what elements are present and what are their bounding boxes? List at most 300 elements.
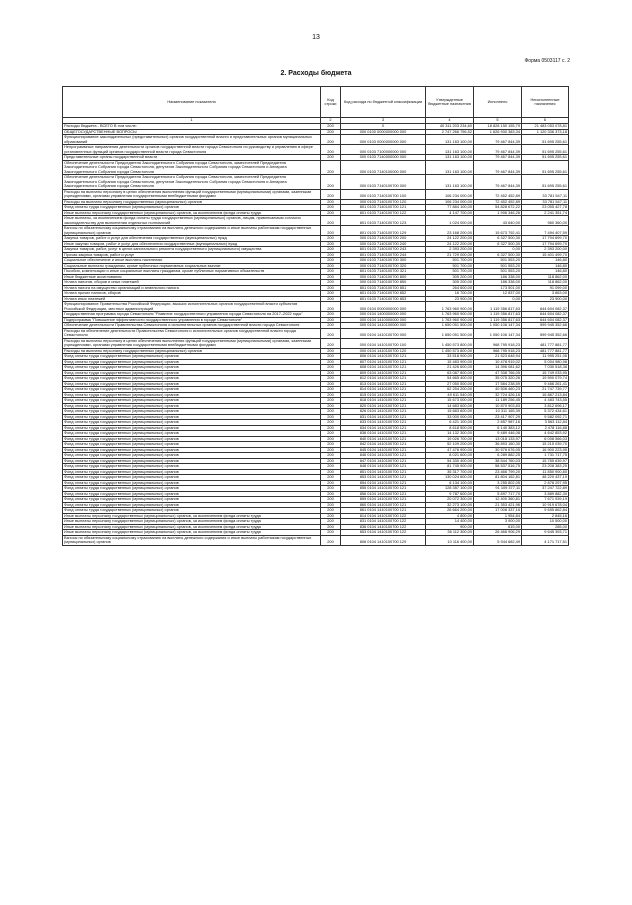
row-approved: 19 026 700,00 [426, 436, 474, 442]
row-line-code: 200 [321, 323, 341, 329]
row-approved: 52 109 200,00 [426, 442, 474, 448]
row-unexecuted: 33 781 547,11 [522, 189, 569, 199]
table-row [63, 328, 569, 338]
row-executed: 3 900,00 [474, 519, 522, 525]
row-executed: 91 109 377,11 [474, 486, 522, 492]
row-name: Фонд оплаты труда государственных (муниципальных) органов [63, 205, 321, 211]
row-name: Фонд оплаты труда государственных (муниципальных) органов [63, 442, 321, 448]
row-approved: 131 163 100,00 [426, 175, 474, 190]
row-unexecuted: 17 794 699,70 [522, 236, 569, 242]
row-line-code: 200 [321, 226, 341, 236]
row-unexecuted: 118 862,00 [522, 280, 569, 286]
row-line-code: 200 [321, 338, 341, 348]
row-unexecuted: 4 171 717,51 [522, 535, 569, 545]
row-executed: 79 467 844,39 [474, 155, 522, 161]
row-executed: 1 119 356 817,63 [474, 312, 522, 318]
row-line-code: 200 [321, 302, 341, 312]
row-approved: 10 116 400,00 [426, 535, 474, 545]
header-classification-code: Код расхода по бюджетной классификации [341, 87, 426, 118]
row-name: Фонд оплаты труда государственных (муниципальных) органов [63, 354, 321, 360]
row-line-code: 200 [321, 241, 341, 247]
row-classification-code: 813 0104 1410100700 121 [341, 381, 426, 387]
row-executed: 79 467 844,39 [474, 145, 522, 155]
row-executed: 30 576 676,05 [474, 447, 522, 453]
row-name: Фонд оплаты труда государственных (муниципальных) органов [63, 392, 321, 398]
row-line-code: 200 [321, 312, 341, 318]
row-classification-code: 000 0104 1410000000 000 [341, 317, 426, 323]
row-unexecuted: 7 494 407,59 [522, 226, 569, 236]
row-approved: 54 665 400,00 [426, 376, 474, 382]
row-classification-code: 000 0103 7140100700 300 [341, 258, 426, 264]
row-name: Закупка товаров, работ, услуг в целях капитального ремонта государственного (муниципального) имущества [63, 247, 321, 253]
row-classification-code: 000 0100 0000000000 000 [341, 129, 426, 135]
row-name: Фонд оплаты труда государственных (муниципальных) органов [63, 497, 321, 503]
row-classification-code: 000 0103 7140100700 240 [341, 241, 426, 247]
row-name: Фонд оплаты труда государственных (муниципальных) органов [63, 458, 321, 464]
row-line-code: 200 [321, 160, 341, 175]
header-name: Наименование показателя [63, 87, 321, 118]
row-approved: 81 745 900,00 [426, 464, 474, 470]
row-approved: 54 330 400,00 [426, 458, 474, 464]
row-executed: 10 478 919,02 [474, 359, 522, 365]
row-name: Расходы на обеспечение деятельности Правительства Севастополя и исполнительных органов государственной власти города Севастополя [63, 328, 321, 338]
row-name: Представительные органы государственной власти [63, 155, 321, 161]
row-classification-code: 845 0104 1410100700 121 [341, 447, 426, 453]
row-unexecuted: 3 863,00 [522, 291, 569, 297]
row-approved: 33 000 000,00 [426, 414, 474, 420]
row-executed: 23 466 799,20 [474, 469, 522, 475]
row-approved: 106 234 000,00 [426, 199, 474, 205]
row-name: Фонд оплаты труда государственных (муниципальных) органов [63, 376, 321, 382]
row-name: Расходы бюджета - ВСЕГО В том числе: [63, 124, 321, 130]
row-line-code: 200 [321, 513, 341, 519]
row-classification-code: 831 0104 1410100700 121 [341, 414, 426, 420]
row-executed: 12 400 360,81 [474, 497, 522, 503]
row-approved: 15 673 000,00 [426, 398, 474, 404]
row-line-code: 200 [321, 252, 341, 258]
row-unexecuted: 146,80 [522, 269, 569, 275]
row-executed: 26 466 906,29 [474, 530, 522, 536]
row-approved: 6 421 100,00 [426, 420, 474, 426]
row-name: Подпрограмма "Повышение эффективности государственного управления в городе Севастополе" [63, 317, 321, 323]
row-line-code: 200 [321, 145, 341, 155]
row-name: Пособия, компенсации и иные социальные выплаты гражданам, кроме публичных нормативных обязательств [63, 269, 321, 275]
header-unexecuted: Неисполненные назначения [522, 87, 569, 118]
row-name: Фонд оплаты труда государственных (муниципальных) органов [63, 453, 321, 459]
row-line-code: 200 [321, 497, 341, 503]
row-approved: 131 163 100,00 [426, 145, 474, 155]
row-line-code: 200 [321, 475, 341, 481]
row-classification-code: 801 0103 7140100700 321 [341, 269, 426, 275]
row-unexecuted: 91 099,00 [522, 285, 569, 291]
row-line-code: 200 [321, 205, 341, 211]
row-unexecuted: 10 500,00 [522, 519, 569, 525]
row-approved: 1 763 960 900,00 [426, 312, 474, 318]
row-executed: 15 673 792,41 [474, 226, 522, 236]
table-body [63, 124, 569, 546]
row-executed: 10 870 903,83 [474, 403, 522, 409]
row-line-code: 200 [321, 354, 341, 360]
row-unexecuted: 16 887 213,84 [522, 392, 569, 398]
row-classification-code: 834 0104 1410100700 121 [341, 425, 426, 431]
row-executed: 40 506 460,23 [474, 387, 522, 393]
row-approved: 14 400,00 [426, 519, 474, 525]
row-unexecuted: 146,80 [522, 263, 569, 269]
row-executed: 23 417 907,29 [474, 414, 522, 420]
row-name: Социальные выплаты гражданам, кроме публичных нормативных социальных выплат [63, 263, 321, 269]
row-classification-code: 000 0104 1410100700 000 [341, 328, 426, 338]
row-line-code: 200 [321, 447, 341, 453]
row-approved: 264 600,00 [426, 285, 474, 291]
row-line-code: 200 [321, 480, 341, 486]
row-unexecuted: 9 645 393,71 [522, 530, 569, 536]
row-unexecuted: 4 642 853,92 [522, 431, 569, 437]
page-number: 13 [312, 34, 320, 41]
row-executed: 47 338 766,05 [474, 370, 522, 376]
row-approved: 23 168 200,00 [426, 226, 474, 236]
row-executed: 38 544 760,03 [474, 458, 522, 464]
row-classification-code: 809 0104 1410100700 121 [341, 370, 426, 376]
row-executed: 79 467 844,39 [474, 175, 522, 190]
table-row [63, 175, 569, 190]
row-approved: 6 134 100,00 [426, 480, 474, 486]
row-line-code: 200 [321, 348, 341, 354]
row-unexecuted: 2 845,16 [522, 513, 569, 519]
row-unexecuted: 19 590 079,74 [522, 376, 569, 382]
row-unexecuted: 644 604 082,37 [522, 312, 569, 318]
row-name: Расходы на выплаты персоналу государственных (муниципальных) органов [63, 348, 321, 354]
row-classification-code: 808 0104 1410100700 121 [341, 365, 426, 371]
row-line-code: 200 [321, 502, 341, 508]
row-approved: 2 747 266 756,52 [426, 129, 474, 135]
row-approved: 23 900,00 [426, 296, 474, 302]
row-unexecuted: 599 945 352,66 [522, 323, 569, 329]
row-classification-code: 814 0104 1410100700 121 [341, 387, 426, 393]
row-executed: 13 018 133,97 [474, 436, 522, 442]
row-line-code: 200 [321, 189, 341, 199]
row-line-code: 200 [321, 469, 341, 475]
row-approved: 128 357 100,00 [426, 486, 474, 492]
row-unexecuted: 9 466 261,41 [522, 381, 569, 387]
row-classification-code: 000 0104 1400000000 000 [341, 312, 426, 318]
row-unexecuted: 51 695 255,61 [522, 175, 569, 190]
row-unexecuted: 980 360,00 [522, 216, 569, 226]
row-classification-code: 860 0104 1410100700 121 [341, 502, 426, 508]
row-executed: 1 954,84 [474, 513, 522, 519]
row-name: Взносы по обязательному социальному страхованию на выплаты денежного содержания и иные выплаты работникам государственных (муниципальных) органов [63, 535, 321, 545]
row-classification-code: 851 0104 1410100700 121 [341, 469, 426, 475]
form-code: Форма 0503117 с. 2 [524, 58, 570, 64]
row-classification-code: 000 0104 1410100700 100 [341, 338, 426, 348]
row-unexecuted: 11 850 900,80 [522, 469, 569, 475]
row-name: Уплата иных платежей [63, 296, 321, 302]
row-line-code: 200 [321, 381, 341, 387]
row-classification-code: X [341, 124, 426, 130]
row-executed: 36 893 160,30 [474, 442, 522, 448]
row-classification-code: 855 0104 1410100700 121 [341, 486, 426, 492]
row-executed: 186 338,00 [474, 274, 522, 280]
row-line-code: 200 [321, 135, 341, 145]
row-name: Фонд оплаты труда государственных (муниципальных) органов [63, 436, 321, 442]
row-classification-code: 806 0104 1410100700 121 [341, 354, 426, 360]
row-line-code: 200 [321, 236, 341, 242]
budget-expenses-table [62, 86, 569, 546]
row-approved: 1 763 960 900,00 [426, 317, 474, 323]
row-approved: 305 200,00 [426, 274, 474, 280]
row-approved: 33 518 900,00 [426, 354, 474, 360]
row-executed: 6 327 500,30 [474, 241, 522, 247]
row-executed: 5 897 717,70 [474, 491, 522, 497]
row-approved: 8 618 500,00 [426, 425, 474, 431]
row-classification-code: 861 0104 1410100700 121 [341, 508, 426, 514]
row-unexecuted: 51 695 255,61 [522, 135, 569, 145]
row-classification-code: 000 0103 7140100700 100 [341, 189, 426, 199]
row-name: Фонд оплаты труда государственных (муниципальных) органов [63, 359, 321, 365]
row-name: Иные бюджетные ассигнования [63, 274, 321, 280]
row-classification-code: 000 0104 1410100000 000 [341, 323, 426, 329]
row-name: Фонд оплаты труда государственных (муниципальных) органов [63, 431, 321, 437]
row-classification-code: 833 0104 1410100700 121 [341, 420, 426, 426]
row-name: Фонд оплаты труда государственных (муниципальных) органов [63, 387, 321, 393]
row-approved: 49 611 540,00 [426, 392, 474, 398]
row-executed: 35 075 320,26 [474, 376, 522, 382]
row-name: Иные выплаты персоналу государственных (муниципальных) органов, за исключением фонда оплаты труда [63, 513, 321, 519]
row-classification-code: 000 0103 0000000000 000 [341, 135, 426, 145]
row-classification-code: 801 0103 7140100700 851 [341, 285, 426, 291]
table-row [63, 302, 569, 312]
row-line-code: 200 [321, 387, 341, 393]
row-approved: 2 393 200,00 [426, 247, 474, 253]
row-line-code: 200 [321, 442, 341, 448]
row-name: Фонд оплаты труда государственных (муниципальных) органов [63, 447, 321, 453]
row-unexecuted: 23 055 427,78 [522, 205, 569, 211]
table-row [63, 135, 569, 145]
row-classification-code: 826 0104 1410100700 121 [341, 409, 426, 415]
row-name: Фонд оплаты труда государственных (муниципальных) органов [63, 365, 321, 371]
row-executed: 11 189 256,45 [474, 398, 522, 404]
row-approved: 63 087 800,00 [426, 370, 474, 376]
table-row [63, 535, 569, 545]
row-line-code: 200 [321, 280, 341, 286]
row-unexecuted: 481 777 881,77 [522, 338, 569, 348]
row-approved: 15 683 600,00 [426, 409, 474, 415]
row-name: Расходы на выплаты персоналу в целях обеспечения выполнения функций государственными (муниципальными) органами, казенными учреждениями, органами управления государственными внебюджетными фондами [63, 189, 321, 199]
row-unexecuted: 5 372 434,61 [522, 409, 569, 415]
row-executed: 17 584 238,59 [474, 381, 522, 387]
row-unexecuted: 2 478 116,88 [522, 425, 569, 431]
row-classification-code: 000 0103 7140100000 000 [341, 160, 426, 175]
row-line-code: 200 [321, 414, 341, 420]
row-classification-code: 000 0104 1410100700 120 [341, 348, 426, 354]
col-number-1: 1 [63, 118, 321, 124]
row-unexecuted: 23 208 383,25 [522, 464, 569, 470]
row-executed: 21 353 421,96 [474, 502, 522, 508]
row-classification-code: 831 0104 1410100700 122 [341, 519, 426, 525]
row-unexecuted: 1 120 336 373,18 [522, 129, 569, 135]
row-line-code: 200 [321, 524, 341, 530]
row-executed: 0,00 [474, 247, 522, 253]
row-line-code: 200 [321, 155, 341, 161]
row-line-code: 200 [321, 409, 341, 415]
row-approved: 1 650 051 500,00 [426, 328, 474, 338]
row-unexecuted: 4 483 743,55 [522, 398, 569, 404]
row-executed: 79 467 844,39 [474, 160, 522, 175]
row-unexecuted: 5 004 980,98 [522, 359, 569, 365]
table-row [63, 189, 569, 199]
row-approved: 131 163 100,00 [426, 135, 474, 145]
row-executed: 9 489 446,08 [474, 431, 522, 437]
row-executed: 6 327 500,30 [474, 252, 522, 258]
col-number-3: 3 [341, 118, 426, 124]
row-line-code: 200 [321, 508, 341, 514]
row-classification-code: 000 0104 0000000000 000 [341, 302, 426, 312]
row-line-code: 200 [321, 420, 341, 426]
row-unexecuted: 7 671 939,19 [522, 497, 569, 503]
row-name: Иные выплаты персоналу государственных (муниципальных) органов, за исключением фонда оплаты труда [63, 210, 321, 216]
row-executed: 58 537 516,75 [474, 464, 522, 470]
row-line-code: 200 [321, 296, 341, 302]
row-name: Фонд оплаты труда государственных (муниципальных) органов [63, 425, 321, 431]
row-approved: 1 650 051 500,00 [426, 323, 474, 329]
row-unexecuted: 2 393 200,00 [522, 247, 569, 253]
row-unexecuted: 285,00 [522, 524, 569, 530]
row-classification-code: 847 0104 1410100700 121 [341, 458, 426, 464]
row-line-code: 200 [321, 199, 341, 205]
row-classification-code: 801 0103 7140100700 122 [341, 210, 426, 216]
row-unexecuted: 37 247 722,89 [522, 486, 569, 492]
row-unexecuted: 48 220 437,19 [522, 475, 569, 481]
row-unexecuted: 2 878 297,95 [522, 480, 569, 486]
row-line-code: 200 [321, 175, 341, 190]
row-name: Фонд оплаты труда государственных (муниципальных) органов [63, 381, 321, 387]
row-unexecuted: 10 919 678,04 [522, 502, 569, 508]
row-unexecuted: 481 777 881,77 [522, 348, 569, 354]
table-row [63, 226, 569, 236]
row-approved: 501 700,00 [426, 263, 474, 269]
row-line-code: 200 [321, 216, 341, 226]
row-name: Расходы на выплаты персоналу государственных (муниципальных) органов [63, 199, 321, 205]
row-classification-code: 818 0104 1410100700 121 [341, 398, 426, 404]
row-classification-code: 000 0103 7100000000 000 [341, 145, 426, 155]
row-line-code: 200 [321, 285, 341, 291]
row-name: Расходы на выплаты персоналу в целях обеспечения выполнения функций государственными (муниципальными) органами, казенными учреждениями, органами управления государственными внебюджетными фондами [63, 338, 321, 348]
row-unexecuted: 23 900,00 [522, 296, 569, 302]
row-classification-code: 820 0104 1410100700 121 [341, 403, 426, 409]
row-approved: 900,00 [426, 524, 474, 530]
row-executed: 6 327 500,30 [474, 236, 522, 242]
row-line-code: 200 [321, 291, 341, 297]
row-classification-code: 840 0104 1410100700 121 [341, 436, 426, 442]
row-unexecuted: 599 945 352,66 [522, 328, 569, 338]
row-line-code: 200 [321, 210, 341, 216]
row-approved: 32 273 100,00 [426, 502, 474, 508]
row-executed: 3 255 802,05 [474, 480, 522, 486]
row-classification-code: 000 0103 7140100700 200 [341, 236, 426, 242]
row-classification-code: 801 0103 7140100700 121 [341, 205, 426, 211]
row-approved: 14 132 300,00 [426, 431, 474, 437]
header-line-code: Код строки [321, 87, 341, 118]
row-line-code: 200 [321, 491, 341, 497]
row-unexecuted: 51 695 255,61 [522, 145, 569, 155]
row-classification-code: 859 0104 1410100700 121 [341, 497, 426, 503]
row-unexecuted: 2 241 351,74 [522, 210, 569, 216]
row-approved: 1 450 573 800,00 [426, 348, 474, 354]
row-unexecuted: 644 604 082,37 [522, 302, 569, 312]
row-unexecuted: 15 785 639,97 [522, 458, 569, 464]
row-unexecuted: 6 008 566,03 [522, 436, 569, 442]
row-executed: 79 467 844,39 [474, 135, 522, 145]
row-line-code: 200 [321, 317, 341, 323]
row-name: Уплата налога на имущество организаций и земельного налога [63, 285, 321, 291]
row-executed: 18 828 150 155,79 [474, 124, 522, 130]
table-row [63, 160, 569, 175]
row-executed: 6 140 383,12 [474, 425, 522, 431]
row-line-code: 200 [321, 453, 341, 459]
row-executed: 1 050 106 147,34 [474, 323, 522, 329]
row-line-code: 200 [321, 431, 341, 437]
row-classification-code: 000 0103 7140100700 000 [341, 175, 426, 190]
row-classification-code: 807 0104 1410100700 121 [341, 359, 426, 365]
row-executed: 2 857 987,16 [474, 420, 522, 426]
row-classification-code: 815 0104 1410100700 121 [341, 392, 426, 398]
row-name: Фонд оплаты труда государственных (муниципальных) органов [63, 475, 321, 481]
row-approved: 305 200,00 [426, 280, 474, 286]
row-unexecuted: 17 794 699,70 [522, 241, 569, 247]
row-line-code: 200 [321, 365, 341, 371]
row-line-code: 200 [321, 376, 341, 382]
row-name: Иные выплаты персоналу государственных (муниципальных) органов, за исключением фонда оплаты труда [63, 524, 321, 530]
row-name: Обеспечение деятельности Правительства Севастополя и исполнительных органов государственной власти города Севастополя [63, 323, 321, 329]
row-unexecuted: 21 483 053 078,81 [522, 124, 569, 130]
row-unexecuted: 21 747 739,77 [522, 387, 569, 393]
row-approved: 14 683 600,00 [426, 403, 474, 409]
row-classification-code: 836 0104 1410100700 122 [341, 524, 426, 530]
row-line-code: 200 [321, 328, 341, 338]
row-approved: 62 254 200,00 [426, 387, 474, 393]
col-number-2: 2 [321, 118, 341, 124]
row-name: Прочая закупка товаров, работ и услуг [63, 252, 321, 258]
row-line-code: 200 [321, 458, 341, 464]
row-approved: 20 072 300,00 [426, 497, 474, 503]
row-name: Фонд оплаты труда государственных (муниципальных) органов [63, 414, 321, 420]
row-line-code: 200 [321, 269, 341, 275]
row-classification-code: 848 0104 1410100700 121 [341, 464, 426, 470]
row-approved: 9 787 600,00 [426, 491, 474, 497]
row-name: Социальное обеспечение и иные выплаты населению [63, 258, 321, 264]
row-unexecuted: 1 731 717,75 [522, 453, 569, 459]
row-executed: 72 452 452,89 [474, 189, 522, 199]
row-name: Фонд оплаты труда государственных (муниципальных) органов [63, 420, 321, 426]
row-executed: 21 523 648,94 [474, 354, 522, 360]
row-unexecuted: 15 749 033,95 [522, 370, 569, 376]
row-unexecuted: 15 401 499,70 [522, 252, 569, 258]
row-unexecuted: 3 812 696,17 [522, 403, 569, 409]
row-name: Фонд оплаты труда государственных (муниципальных) органов [63, 508, 321, 514]
row-executed: 615,00 [474, 524, 522, 530]
row-approved: 8 021 600,00 [426, 453, 474, 459]
row-executed: 54 828 672,22 [474, 205, 522, 211]
row-unexecuted: 644 604 082,37 [522, 317, 569, 323]
row-approved: 4 147 700,00 [426, 210, 474, 216]
row-classification-code: 853 0104 1410100700 122 [341, 530, 426, 536]
row-name: Фонд оплаты труда государственных (муниципальных) органов [63, 370, 321, 376]
row-executed: 1 119 356 817,63 [474, 302, 522, 312]
row-classification-code: 000 0103 7140000000 000 [341, 155, 426, 161]
row-name: Функционирование Правительства Российской Федерации, высших исполнительных органов государственной власти субъектов Российской Федерации, местных администраций [63, 302, 321, 312]
row-name: Государственная программа города Севастополя "Развитие государственного управления города Севастополя на 2017–2022 годы" [63, 312, 321, 318]
row-unexecuted: 146,80 [522, 258, 569, 264]
row-classification-code: 814 0104 1410100700 122 [341, 513, 426, 519]
